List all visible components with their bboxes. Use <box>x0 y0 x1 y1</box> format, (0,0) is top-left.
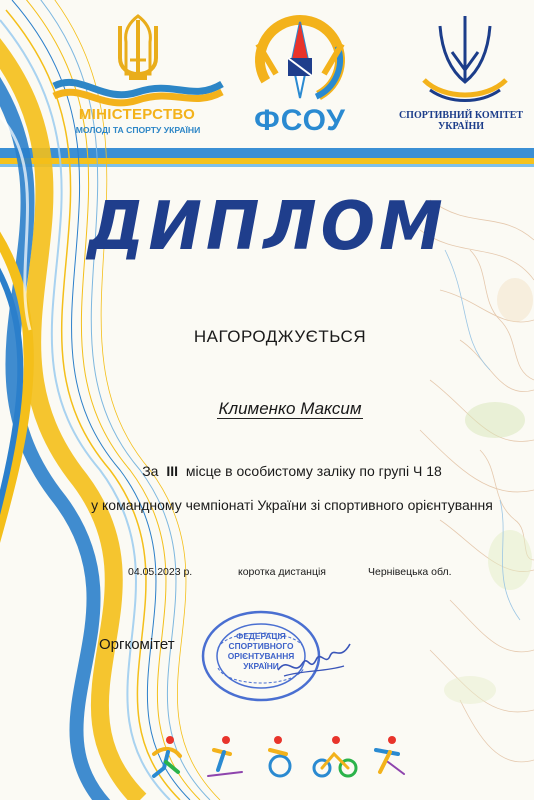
place-prefix: За <box>142 463 159 479</box>
organizing-committee-label: Оргкомітет <box>99 636 175 653</box>
stamp-line-1: ФЕДЕРАЦІЯ <box>236 631 286 641</box>
top-blue-stripe <box>0 148 534 158</box>
top-yellow-stripe <box>0 158 534 164</box>
cyclist-icon <box>314 736 356 776</box>
fsou-logo <box>236 14 364 106</box>
recipient-name-text: Клименко Максим <box>218 399 362 418</box>
ministry-name: МІНІСТЕРСТВО <box>78 106 196 123</box>
trident-emblem-icon <box>120 16 156 80</box>
sports-committee-name <box>386 110 534 132</box>
skiing-runner-icon <box>376 736 404 774</box>
place-line <box>0 463 534 479</box>
event-region: Чернівецька обл. <box>368 566 452 578</box>
committee-trident-icon <box>440 16 490 82</box>
committee-line-1: СПОРТИВНИЙ КОМІТЕТ <box>398 110 524 121</box>
awarded-label: НАГОРОДЖУЄТЬСЯ <box>193 327 367 346</box>
federation-abbreviation: ФСОУ <box>254 104 346 137</box>
committee-line-2: УКРАЇНИ <box>437 121 485 132</box>
place-text: місце в особистому заліку по групі Ч 18 <box>185 463 442 479</box>
signature <box>274 636 354 680</box>
ministry-subtitle: МОЛОДІ ТА СПОРТУ УКРАЇНИ <box>75 125 201 135</box>
stamp-line-2: СПОРТИВНОГО <box>228 641 294 651</box>
event-date: 04.05.2023 р. <box>128 566 193 578</box>
stamp-line-3: ОРІЄНТУВАННЯ <box>227 651 295 661</box>
sports-committee-logo <box>420 12 510 108</box>
ministry-logo <box>52 12 224 108</box>
stamp-line-4: УКРАЇНИ <box>243 661 279 671</box>
runner-icon <box>154 736 180 776</box>
top-lightblue-stripe <box>0 164 534 167</box>
wheelchair-athlete-icon <box>270 736 290 776</box>
skier-icon <box>208 736 242 776</box>
recipient-name <box>0 399 534 419</box>
place-number: III <box>166 463 178 479</box>
event-distance: коротка дистанція <box>238 566 326 578</box>
diploma-title: ДИПЛОМ <box>87 188 447 266</box>
championship-line: у командному чемпіонаті України зі спортивного орієнтування <box>91 497 493 513</box>
sport-icons-row <box>150 732 420 782</box>
